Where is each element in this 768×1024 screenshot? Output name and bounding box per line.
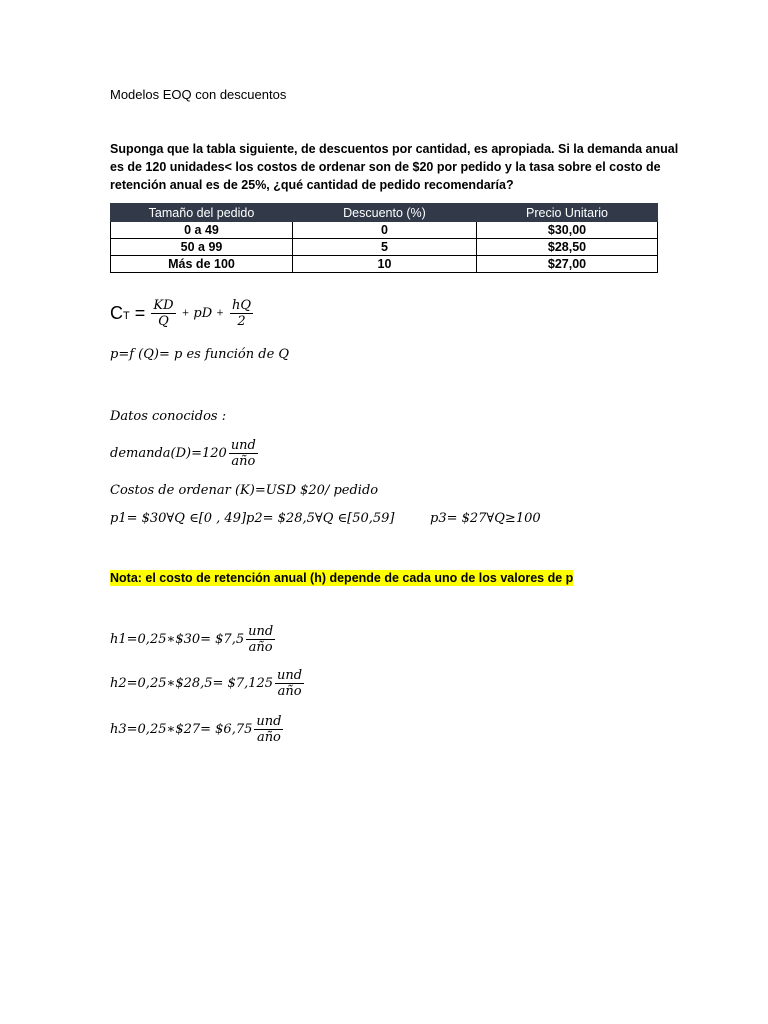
table-row [111, 222, 658, 239]
header-unit-price: Precio Unitario [477, 204, 658, 222]
paragraph-line: es de 120 unidades< los costos de ordenar son de $20 por pedido y la tasa sobre el costo de [110, 160, 661, 174]
paragraph-line: retención anual es de 25%, ¿qué cantidad de pedido recomendaría? [110, 178, 514, 192]
table-cell: $30,00 [477, 222, 658, 239]
h3-formula: h3=0,25∗$27= $6,75 $\frac{\text{und}}{\text{año}}$ [110, 714, 282, 745]
price-p3-formula: p3= $27∀Q≥100 [430, 511, 541, 526]
price-ranges-formula: p1= $30∀Q ∈[0 , 49]p2= $28,5∀Q ∈[50,59] [110, 511, 395, 526]
table-cell: 10 [293, 256, 477, 273]
formula-ct-symbol: CT = [110, 303, 146, 323]
paragraph-line: Suponga que la tabla siguiente, de descuentos por cantidad, es apropiada. Si la demanda anual [110, 142, 679, 156]
table-cell: 5 [293, 239, 477, 256]
h1-formula: h1=0,25∗$30= $7,5 $\frac{\text{und}}{\text{año}}$ [110, 624, 274, 655]
known-data-heading: Datos conocidos : [110, 409, 227, 424]
header-discount: Descuento (%) [293, 204, 477, 222]
demand-formula: demanda(D)=120 $\frac{\text{und}}{\text{año}}$ [110, 438, 256, 469]
fraction-kd-q: $\frac{KD}{Q}$ [153, 298, 174, 329]
discount-table [110, 203, 658, 273]
formula-pd: pD [193, 306, 213, 321]
price-function-formula: p=f (Q)= p es función de Q [110, 347, 290, 362]
table-cell: 0 [293, 222, 477, 239]
table-cell: 50 a 99 [111, 239, 293, 256]
h2-formula: h2=0,25∗$28,5= $7,125 $\frac{\text{und}}{\text{año}}$ [110, 668, 303, 699]
order-cost-formula: Costos de ordenar (K)=USD $20/ pedido [110, 483, 379, 498]
table-header-row [111, 204, 658, 222]
table-cell: $27,00 [477, 256, 658, 273]
fraction-hq-2: $\frac{hQ}{2}$ [231, 298, 251, 329]
total-cost-formula: CT = $\frac{KD}{Q}$ + pD + $\frac{hQ}{2}$ [110, 298, 251, 329]
table-cell: 0 a 49 [111, 222, 293, 239]
header-order-size: Tamaño del pedido [111, 204, 293, 222]
table-row [111, 239, 658, 256]
table-cell: $28,50 [477, 239, 658, 256]
problem-paragraph [110, 140, 678, 194]
document-title: Modelos EOQ con descuentos [110, 87, 287, 102]
table-row [111, 256, 658, 273]
table-cell: Más de 100 [111, 256, 293, 273]
note-highlight: Nota: el costo de retención anual (h) depende de cada uno de los valores de p [110, 571, 574, 585]
